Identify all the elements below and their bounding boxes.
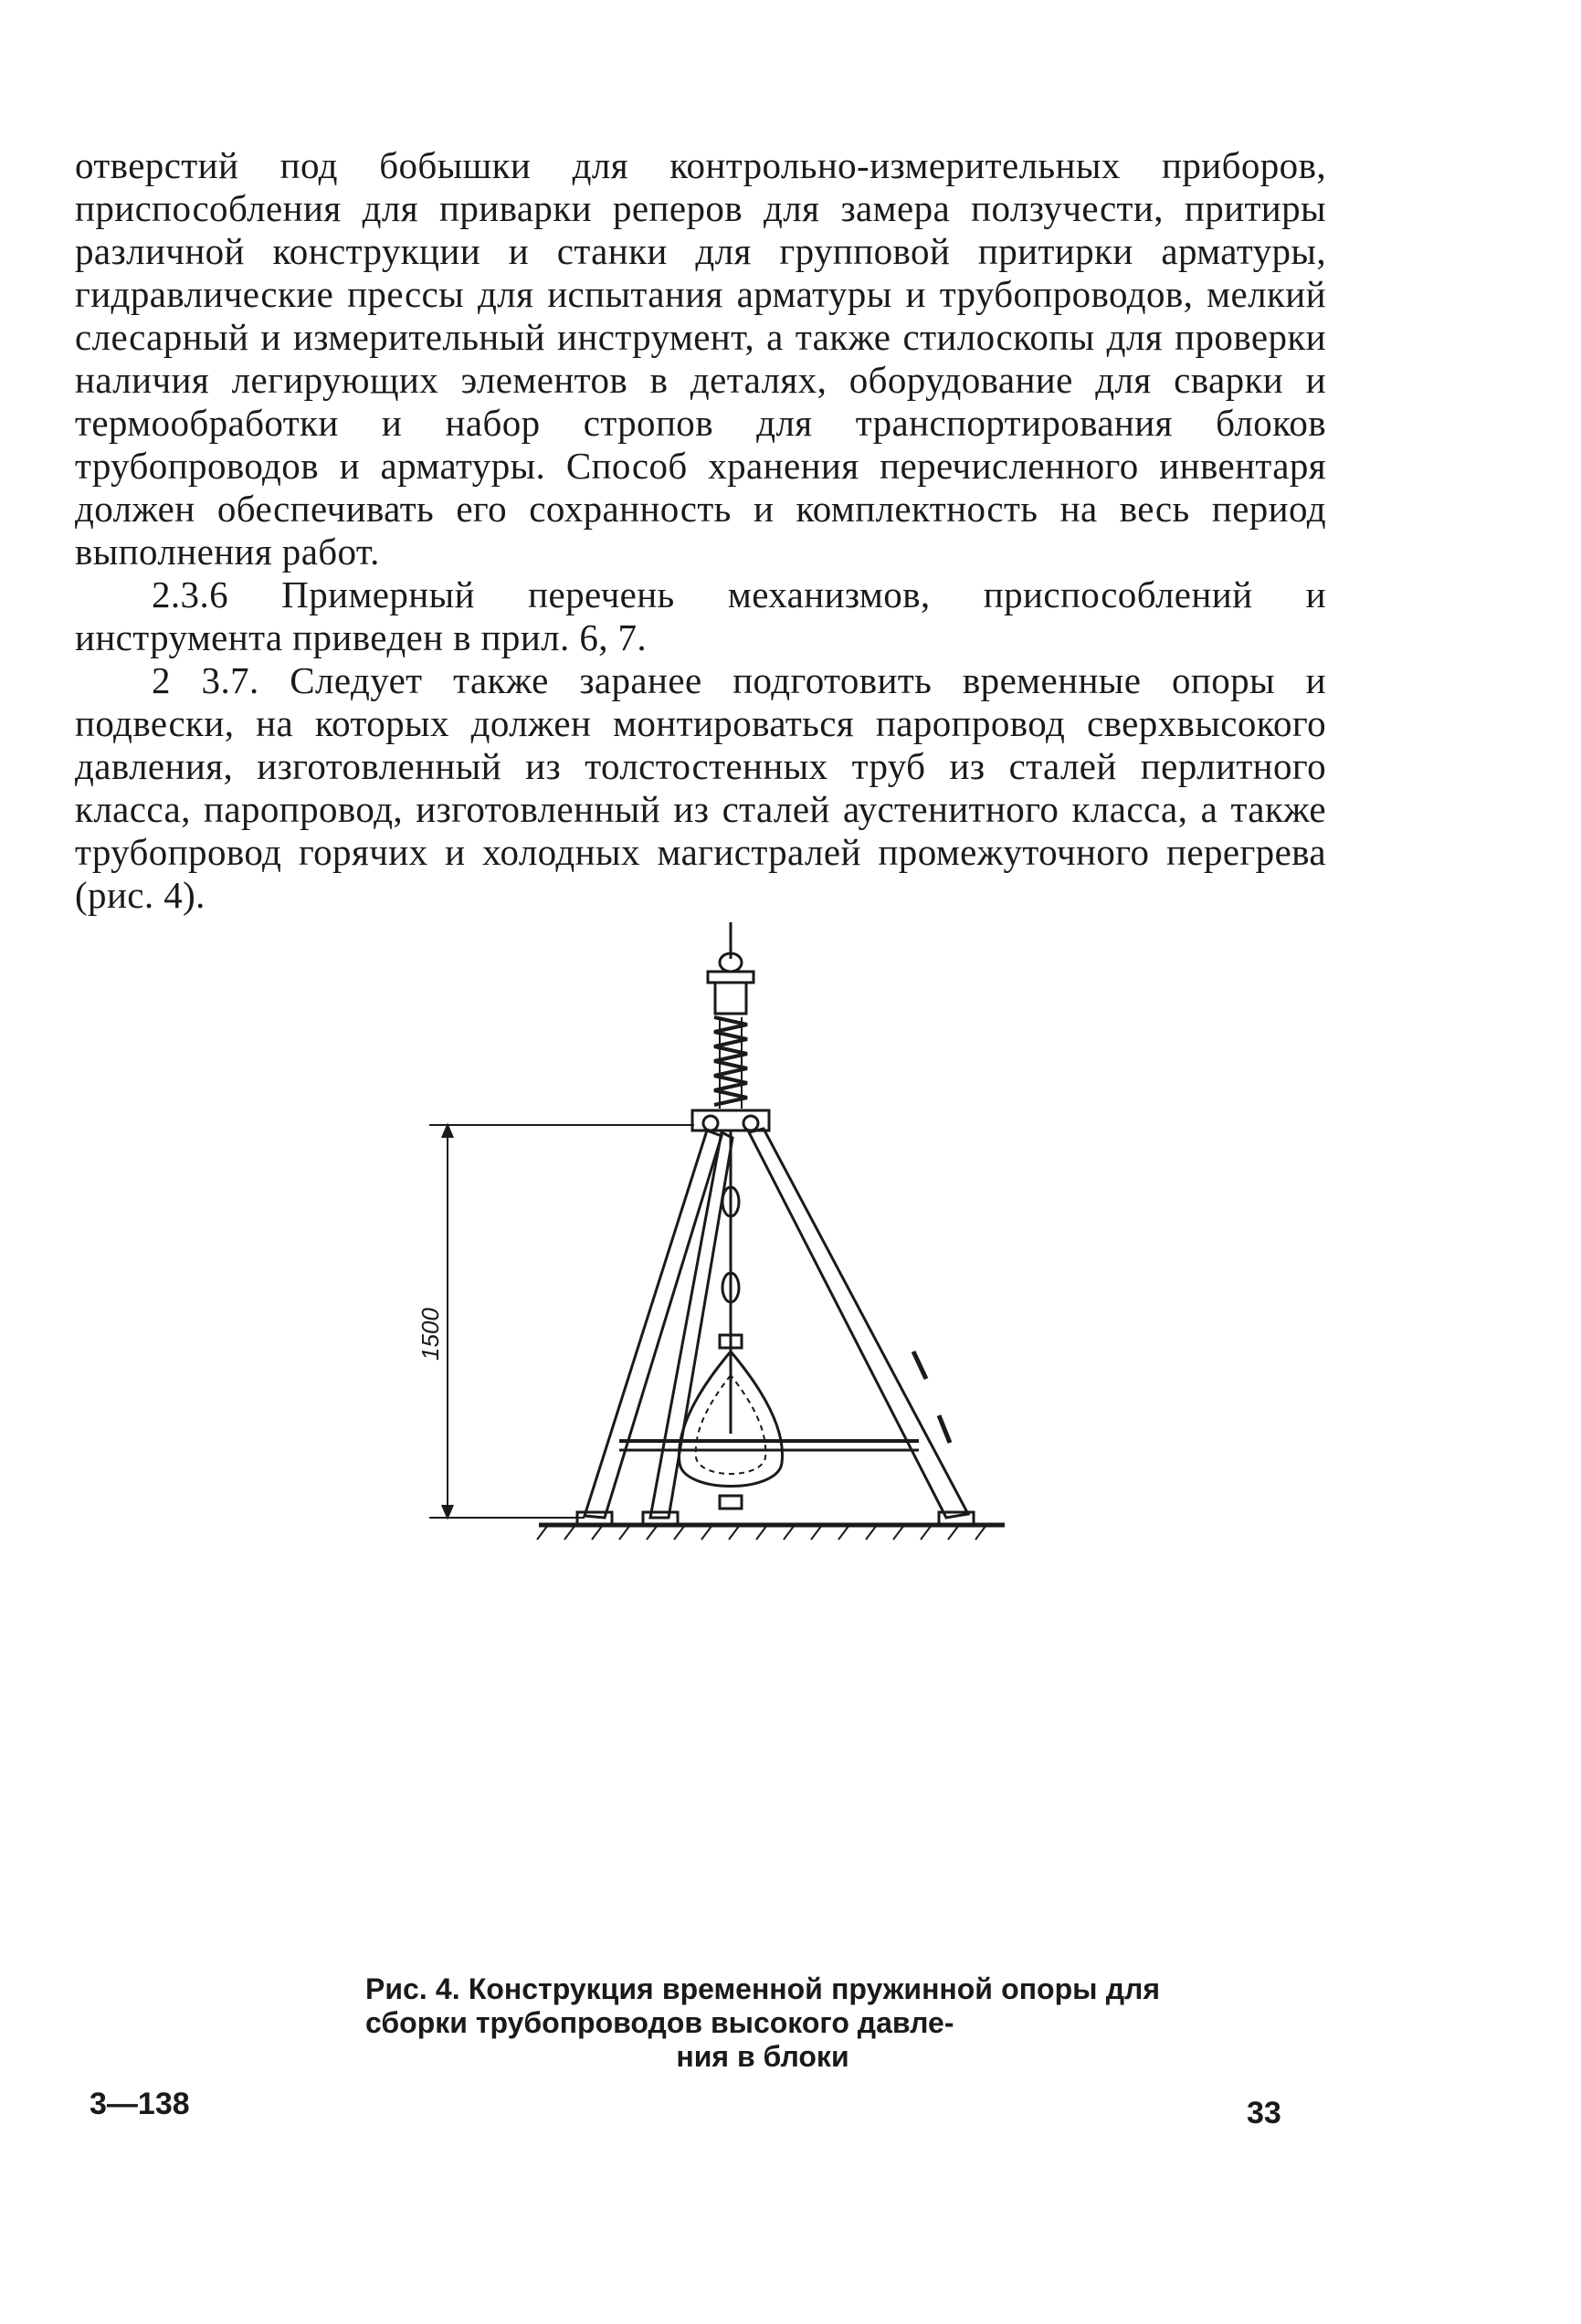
spring-support-drawing [402,922,1133,1543]
paragraph-continuation: отверстий под бобышки для контрольно-измерительных приборов, приспособления для приварки реперов для замера ползучести, притиры различной конструкции и станки для групповой притирки арматуры, гидравлические прессы для испытания арматуры и трубопроводов, мелкий слесарный и измерительный инструмент, а также стилоскопы для проверки наличия легирующих элементов в деталях, оборудование для сварки и термообработки и набор стропов для транспортирования блоков трубопроводов и арматуры. Способ хранения перечисленного инвентаря должен обеспечивать его сохранность и комплектность на весь период выполнения работ. [75,144,1326,573]
paragraph-2-3-7: 2 3.7. Следует также заранее подготовить временные опоры и подвески, на которых должен монтироваться паропровод сверхвысокого давления, изготовленный из толстостенных труб из сталей перлитного класса, паропровод, изготовленный из сталей аустенитного класса, а также трубопровод горячих и холодных магистралей промежуточного перегрева (рис. 4). [75,659,1326,916]
ground-line [537,1512,1005,1540]
spring [714,1017,747,1109]
figure-spring-support [402,922,1133,1543]
dimension-label: 1500 [416,1308,444,1361]
page-number: 33 [1247,2096,1281,2130]
caption-last: ния в блоки [676,2040,849,2073]
tripod-legs [585,1129,968,1518]
caption-main: Рис. 4. Конструкция временной пружинной опоры для сборки трубопроводов высокого давле- [365,1972,1160,2039]
body-text [75,144,1326,917]
printer-signature: 3—138 [90,2087,190,2121]
figure-caption [365,1972,1160,2074]
dimension-1500 [429,1125,694,1518]
eyebolt [708,922,754,1014]
paragraph-2-3-6: 2.3.6 Примерный перечень механизмов, приспособлений и инструмента приведен в прил. 6, 7. [75,573,1326,658]
hanger-rod [720,1130,742,1434]
